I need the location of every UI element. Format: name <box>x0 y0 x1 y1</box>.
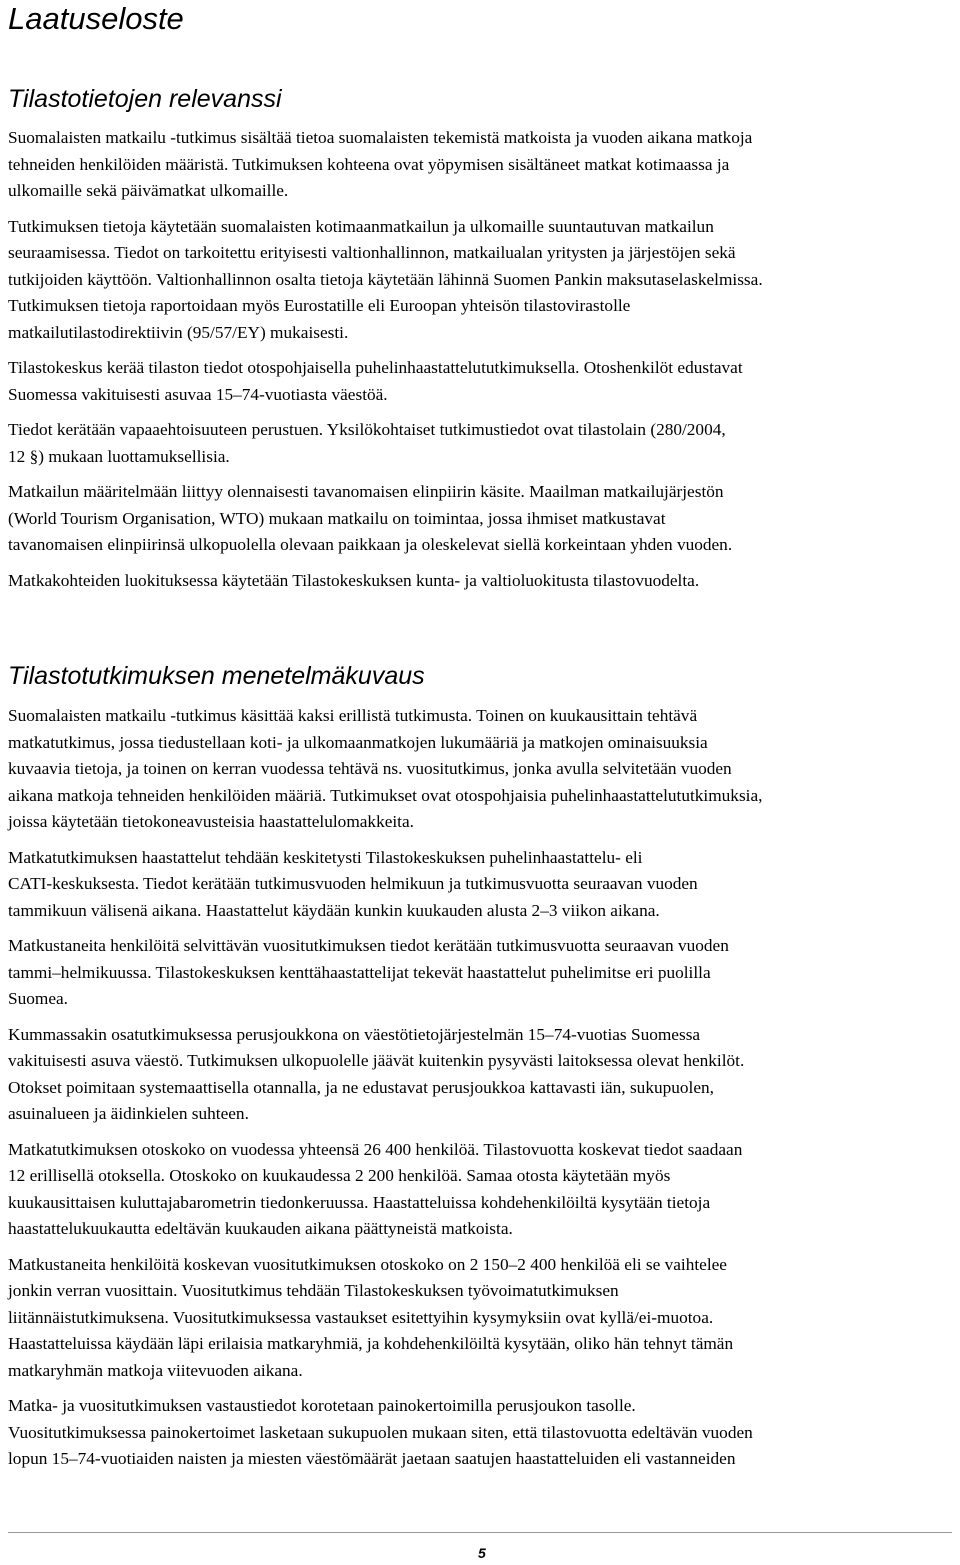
paragraph-line: haastattelukuukautta edeltävän kuukauden aikana päättyneistä matkoista. <box>8 1219 513 1238</box>
paragraph-line: Matka- ja vuositutkimuksen vastaustiedot korotetaan painokertoimilla perusjoukon tasolle. <box>8 1396 636 1415</box>
paragraph-line: joissa käytetään tietokoneavusteisia haastattelulomakkeita. <box>8 812 414 831</box>
paragraph-line: tutkijoiden käyttöön. Valtionhallinnon osalta tietoja käytetään lähinnä Suomen Pankin maksutaselaskelmissa. <box>8 269 763 289</box>
paragraph-line: tammikuun välisenä aikana. Haastattelut käydään kunkin kuukauden alusta 2–3 viikon aikana. <box>8 900 660 920</box>
paragraph <box>8 355 958 408</box>
paragraph-line: Haastatteluissa käydään läpi erilaisia matkaryhmiä, ja kohdehenkilöiltä kysytään, oliko hän tehnyt tämän <box>8 1334 734 1353</box>
section-heading-relevance: Tilastotietojen relevanssi <box>8 85 282 113</box>
paragraph-line: matkailutilastodirektiivin (95/57/EY) mukaisesti. <box>8 322 349 342</box>
paragraph-line: matkaryhmän matkoja viitevuoden aikana. <box>8 1360 303 1380</box>
paragraph-line: vakituisesti asuva väestö. Tutkimuksen ulkopuolelle jäävät kuitenkin pysyvästi laitoksessa olevat henkilöt. <box>8 1051 745 1070</box>
paragraph-line: Suomessa vakituisesti asuvaa 15–74-vuotiasta väestöä. <box>8 384 388 404</box>
paragraph <box>8 1252 958 1385</box>
paragraph-line: matkatutkimus, jossa tiedustellaan koti- ja ulkomaanmatkojen lukumääriä ja matkojen ominaisuuksia <box>8 732 708 752</box>
paragraph <box>8 1022 958 1128</box>
paragraph <box>8 479 958 559</box>
paragraph-line: aikana matkoja tehneiden henkilöiden määriä. Tutkimukset ovat otospohjaisia puhelinhaastattelututkimuksia, <box>8 785 763 805</box>
paragraph-line: 12 erillisellä otoksella. Otoskoko on kuukaudessa 2 200 henkilöä. Samaa otosta käytetään myös <box>8 1166 671 1185</box>
paragraph <box>8 933 958 1013</box>
paragraph-line: CATI-keskuksesta. Tiedot kerätään tutkimusvuoden helmikuun ja tutkimusvuotta seuraavan vuoden <box>8 874 698 893</box>
section-body-relevance <box>8 125 958 603</box>
paragraph-line: kuvaavia tietoja, ja toinen on kerran vuodessa tehtävä ns. vuositutkimus, jonka avulla selvitetään vuoden <box>8 759 732 778</box>
paragraph <box>8 1137 958 1243</box>
paragraph-line: Matkatutkimuksen otoskoko on vuodessa yhteensä 26 400 henkilöä. Tilastovuotta koskevat tiedot saadaan <box>8 1139 743 1159</box>
paragraph-line: Matkustaneita henkilöitä koskevan vuositutkimuksen otoskoko on 2 150–2 400 henkilöä eli se vaihtelee <box>8 1254 727 1274</box>
paragraph-line: jonkin verran vuosittain. Vuositutkimus tehdään Tilastokeskuksen työvoimatutkimuksen <box>8 1281 619 1300</box>
paragraph-line: asuinalueen ja äidinkielen suhteen. <box>8 1104 249 1123</box>
paragraph-line: Matkakohteiden luokituksessa käytetään Tilastokeskuksen kunta- ja valtioluokitusta tilastovuodelta. <box>8 570 700 590</box>
paragraph-line: Otokset poimitaan systemaattisella otannalla, ja ne edustavat perusjoukkoa kattavasti iän, sukupuolen, <box>8 1077 714 1097</box>
paragraph-line: ulkomaille sekä päivämatkat ulkomaille. <box>8 181 289 200</box>
paragraph-line: Vuositutkimuksessa painokertoimet lasketaan sukupuolen mukaan siten, että tilastovuotta edeltävän vuoden <box>8 1422 753 1442</box>
paragraph <box>8 417 958 470</box>
paragraph <box>8 1393 958 1473</box>
paragraph <box>8 703 958 836</box>
paragraph-line: Suomalaisten matkailu -tutkimus sisältää tietoa suomalaisten tekemistä matkoista ja vuoden aikana matkoja <box>8 128 753 147</box>
section-heading-methodology: Tilastotutkimuksen menetelmäkuvaus <box>8 662 425 690</box>
paragraph-line: (World Tourism Organisation, WTO) mukaan matkailu on toimintaa, jossa ihmiset matkustavat <box>8 508 666 528</box>
paragraph-line: Tilastokeskus kerää tilaston tiedot otospohjaisella puhelinhaastattelututkimuksella. Otoshenkilöt edustavat <box>8 358 743 377</box>
paragraph-line: Tiedot kerätään vapaaehtoisuuteen perustuen. Yksilökohtaiset tutkimustiedot ovat tilastolain (280/2004, <box>8 420 726 439</box>
paragraph-line: Matkustaneita henkilöitä selvittävän vuositutkimuksen tiedot kerätään tutkimusvuotta seuraavan vuoden <box>8 936 729 955</box>
paragraph-line: tammi–helmikuussa. Tilastokeskuksen kenttähaastattelijat tekevät haastattelut puhelimitse eri puolilla <box>8 962 711 982</box>
paragraph <box>8 125 958 205</box>
paragraph-line: Matkatutkimuksen haastattelut tehdään keskitetysti Tilastokeskuksen puhelinhaastattelu- eli <box>8 847 643 867</box>
page-number: 5 <box>478 1545 486 1561</box>
paragraph-line: seuraamisessa. Tiedot on tarkoitettu erityisesti valtionhallinnon, matkailualan yritysten ja järjestöjen sekä <box>8 243 736 262</box>
paragraph-line: Tutkimuksen tietoja käytetään suomalaisten kotimaanmatkailun ja ulkomaille suuntautuvan matkailun <box>8 216 714 236</box>
paragraph-line: lopun 15–74-vuotiaiden naisten ja miesten väestömäärät jaetaan saatujen haastatteluiden eli vastanneiden <box>8 1449 736 1468</box>
paragraph-line: Tutkimuksen tietoja raportoidaan myös Eurostatille eli Euroopan yhteisön tilastovirastolle <box>8 296 631 315</box>
paragraph-line: Suomea. <box>8 989 68 1008</box>
paragraph-line: liitännäistutkimuksena. Vuositutkimuksessa vastaukset esitettyihin kysymyksiin ovat kyllä/ei-muotoa. <box>8 1307 714 1327</box>
paragraph-line: kuukausittaisen kuluttajabarometrin tiedonkeruussa. Haastatteluissa kohdehenkilöiltä kysytään tietoja <box>8 1192 711 1212</box>
paragraph-line: Kummassakin osatutkimuksessa perusjoukkona on väestötietojärjestelmän 15–74-vuotias Suomessa <box>8 1024 701 1044</box>
paragraph <box>8 214 958 347</box>
paragraph <box>8 845 958 925</box>
paragraph-line: Suomalaisten matkailu -tutkimus käsittää kaksi erillistä tutkimusta. Toinen on kuukausittain tehtävä <box>8 706 698 725</box>
paragraph-line: 12 §) mukaan luottamuksellisia. <box>8 446 230 466</box>
paragraph-line: Matkailun määritelmään liittyy olennaisesti tavanomaisen elinpiirin käsite. Maailman matkailujärjestön <box>8 482 724 501</box>
footer-divider <box>8 1532 952 1533</box>
paragraph-line: tehneiden henkilöiden määristä. Tutkimuksen kohteena ovat yöpymisen sisältäneet matkat kotimaassa ja <box>8 154 730 174</box>
paragraph-line: tavanomaisen elinpiirinsä ulkopuolella olevaan paikkaan ja oleskelevat siellä korkeintaan yhden vuoden. <box>8 535 733 554</box>
section-body-methodology <box>8 703 958 1482</box>
paragraph <box>8 568 958 595</box>
document-title: Laatuseloste <box>8 1 184 36</box>
